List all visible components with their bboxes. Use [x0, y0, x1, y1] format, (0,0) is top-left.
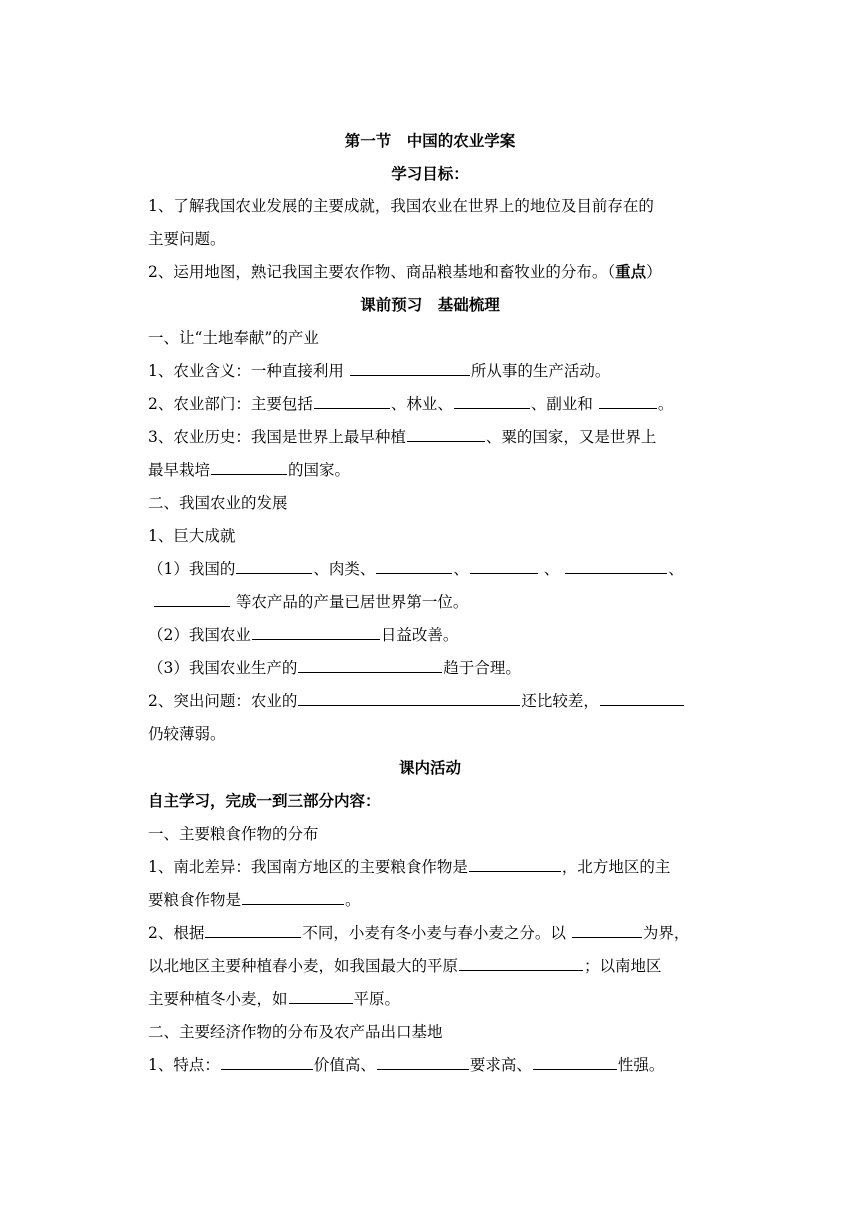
wheat-line-a — [148, 923, 713, 943]
s3-text-b: 趋于合理。 — [443, 659, 521, 677]
s1-text-f: 等农产品的产量已居世界第一位。 — [235, 593, 469, 611]
s2-text-b: 日益改善。 — [380, 626, 459, 644]
n1-text-b: ，北方地区的主 — [561, 858, 671, 876]
q1-text-b: 所从事的生产活动。 — [470, 362, 611, 380]
answer-blank[interactable] — [454, 394, 530, 409]
s1-text-e: 、 — [668, 560, 684, 578]
answer-blank[interactable] — [350, 361, 470, 376]
answer-blank[interactable] — [314, 394, 390, 409]
achievement-1-line-b — [148, 592, 713, 612]
s3-text-a: （3）我国农业生产的 — [148, 659, 298, 677]
achievement-2 — [148, 625, 713, 645]
q3-text-d: 的国家。 — [288, 461, 351, 479]
q2-text-c: 、副业和 — [530, 395, 593, 413]
achievements-heading: 1、巨大成就 — [148, 527, 236, 545]
answer-blank[interactable] — [599, 394, 657, 409]
q3-history-line-b — [148, 460, 713, 480]
q2-text-b: 、林业、 — [390, 395, 453, 413]
cash-crop-features — [148, 1055, 713, 1075]
q3-history-line-a — [148, 427, 713, 447]
n1-text-d: 。 — [345, 891, 361, 909]
activity-part1-title: 一、主要粮食作物的分布 — [148, 825, 319, 843]
page-title: 第一节 中国的农业学案 — [344, 131, 516, 150]
answer-blank[interactable] — [211, 460, 287, 475]
n2-text-d: 以北地区主要种植春小麦，如我国最大的平原 — [148, 957, 459, 975]
preview-part1-title: 一、让“土地奉献”的产业 — [148, 329, 319, 347]
t1-text-d: 性强。 — [617, 1056, 665, 1074]
objective-2-emphasis: 重点 — [615, 262, 647, 281]
grain-north-south-line-a — [148, 857, 713, 877]
q2-sectors — [148, 394, 713, 414]
answer-blank[interactable] — [242, 890, 344, 905]
n2-text-f: 主要种植冬小麦，如 — [148, 990, 288, 1008]
objectives-heading: 学习目标： — [391, 164, 469, 183]
s1-text-d: 、 — [543, 560, 560, 578]
q2-text-a: 2、农业部门：主要包括 — [148, 395, 313, 413]
answer-blank[interactable] — [459, 956, 583, 971]
answer-blank[interactable] — [221, 1055, 313, 1070]
objective-1-line-b: 主要问题。 — [148, 230, 226, 248]
answer-blank[interactable] — [572, 923, 642, 938]
answer-blank[interactable] — [252, 625, 380, 640]
answer-blank[interactable] — [205, 923, 301, 938]
answer-blank[interactable] — [377, 1055, 469, 1070]
achievement-3 — [148, 658, 713, 678]
objective-2-text: 2、运用地图，熟记我国主要农作物、商品粮基地和畜牧业的分布。（ — [148, 263, 616, 281]
answer-blank[interactable] — [470, 559, 538, 574]
n2-text-c: 为界， — [642, 924, 690, 942]
p2-text-b: 还比较差， — [521, 692, 599, 710]
p2-text-a: 2、突出问题：农业的 — [148, 692, 298, 710]
answer-blank[interactable] — [298, 658, 442, 673]
answer-blank[interactable] — [533, 1055, 617, 1070]
activity-instruction: 自主学习，完成一到三部分内容： — [148, 791, 381, 810]
q3-text-b: 、粟的国家，又是世界上 — [485, 428, 657, 446]
activity-heading: 课内活动 — [398, 758, 461, 777]
achievement-1-line-a — [148, 559, 713, 579]
n2-text-g: 平原。 — [353, 990, 401, 1008]
grain-north-south-line-b — [148, 890, 713, 910]
wheat-line-b — [148, 956, 713, 976]
n2-text-b: 不同，小麦有冬小麦与春小麦之分。以 — [302, 924, 566, 942]
s1-text-b: 、肉类、 — [313, 560, 376, 578]
t1-text-b: 价值高、 — [313, 1056, 376, 1074]
problems-line-a — [148, 691, 713, 711]
activity-part2-title: 二、主要经济作物的分布及农产品出口基地 — [148, 1023, 443, 1041]
q1-text-a: 1、农业含义：一种直接利用 — [148, 362, 344, 380]
s2-text-a: （2）我国农业 — [148, 626, 251, 644]
objective-2-end: ） — [646, 263, 662, 281]
objective-2 — [148, 262, 713, 282]
n2-text-a: 2、根据 — [148, 924, 205, 942]
s1-text-c: 、 — [453, 560, 469, 578]
answer-blank[interactable] — [298, 691, 520, 706]
answer-blank[interactable] — [376, 559, 452, 574]
problems-line-b: 仍较薄弱。 — [148, 725, 226, 743]
answer-blank[interactable] — [469, 857, 561, 872]
answer-blank[interactable] — [289, 989, 353, 1004]
preview-part2-title: 二、我国农业的发展 — [148, 494, 288, 512]
answer-blank[interactable] — [600, 691, 684, 706]
n1-text-c: 要粮食作物是 — [148, 891, 242, 909]
q2-text-d: 。 — [657, 395, 674, 413]
answer-blank[interactable] — [407, 427, 485, 442]
answer-blank[interactable] — [154, 592, 230, 607]
n1-text-a: 1、南北差异：我国南方地区的主要粮食作物是 — [148, 858, 468, 876]
t1-text-a: 1、特点： — [148, 1056, 220, 1074]
answer-blank[interactable] — [565, 559, 667, 574]
n2-text-e: ；以南地区 — [584, 957, 662, 975]
q1-definition — [148, 361, 713, 381]
t1-text-c: 要求高、 — [469, 1056, 532, 1074]
q3-text-a: 3、农业历史：我国是世界上最早种植 — [148, 428, 406, 446]
preview-heading: 课前预习 基础梳理 — [360, 295, 500, 314]
objective-1-line-a: 1、了解我国农业发展的主要成就，我国农业在世界上的地位及目前存在的 — [148, 197, 654, 215]
wheat-line-c — [148, 989, 713, 1009]
s1-text-a: （1）我国的 — [148, 560, 236, 578]
answer-blank[interactable] — [236, 559, 312, 574]
q3-text-c: 最早栽培 — [148, 461, 211, 479]
